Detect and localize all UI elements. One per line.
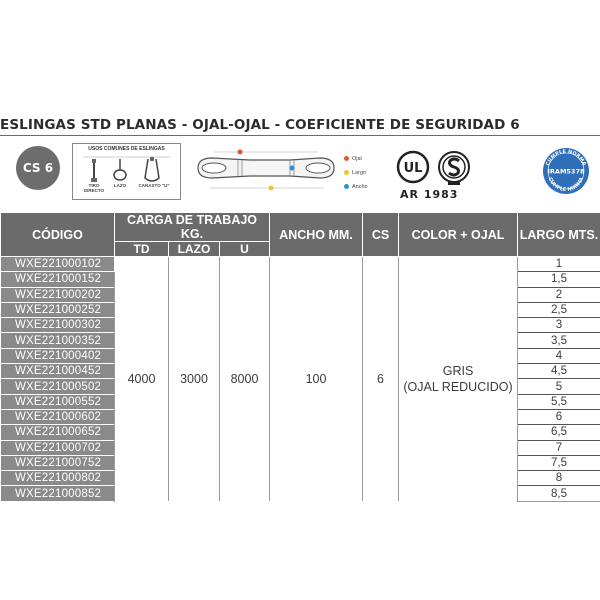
- legend-item-ojal: Ojal: [344, 152, 368, 166]
- product-code: WXE221000802: [1, 471, 115, 486]
- length-m: 2,5: [518, 302, 600, 317]
- common-uses-box: [72, 143, 181, 200]
- product-code: WXE221000252: [1, 302, 115, 317]
- product-code: WXE221000352: [1, 333, 115, 348]
- page-title: ESLINGAS STD PLANAS - OJAL-OJAL - COEFICIENTE DE SEGURIDAD 6: [0, 117, 520, 133]
- product-code: WXE221000452: [1, 364, 115, 379]
- legend-item-ancho: Ancho: [344, 180, 368, 194]
- product-code: WXE221000602: [1, 409, 115, 424]
- header-color: COLOR + OJAL: [399, 213, 518, 257]
- header-lazo: LAZO: [169, 242, 220, 257]
- svg-text:UL: UL: [403, 161, 423, 176]
- product-code: WXE221000702: [1, 440, 115, 455]
- product-code: WXE221000652: [1, 425, 115, 440]
- color-eye: [399, 257, 518, 502]
- product-code: WXE221000302: [1, 318, 115, 333]
- load-td: 4000: [115, 257, 169, 502]
- use-choke-label: LAZO: [113, 183, 127, 188]
- red-dot-icon: [344, 156, 349, 161]
- safety-coefficient: 6: [363, 257, 399, 502]
- length-m: 4,5: [518, 364, 600, 379]
- length-m: 2: [518, 287, 600, 302]
- header-largo: LARGO MTS.: [518, 213, 600, 257]
- header-td: TD: [115, 242, 169, 257]
- product-code: WXE221000752: [1, 455, 115, 470]
- product-code: WXE221000502: [1, 379, 115, 394]
- safety-coefficient-badge: CS 6: [16, 146, 60, 190]
- width-mm: 100: [270, 257, 363, 502]
- length-m: 7: [518, 440, 600, 455]
- yellow-dot-icon: [344, 170, 349, 175]
- product-code: WXE221000152: [1, 272, 115, 287]
- length-m: 3,5: [518, 333, 600, 348]
- product-code: WXE221000402: [1, 348, 115, 363]
- length-m: 8,5: [518, 486, 600, 501]
- use-direct-label: TIRO DIRECTO: [83, 183, 105, 193]
- title-divider: [0, 135, 600, 136]
- length-m: 5: [518, 379, 600, 394]
- header-u: U: [220, 242, 270, 257]
- table-row: [1, 257, 600, 272]
- load-lazo: 3000: [169, 257, 220, 502]
- product-code: WXE221000102: [1, 257, 115, 272]
- use-basket-label: CANASTO "U": [138, 183, 170, 188]
- color-line2: (OJAL REDUCIDO): [403, 380, 513, 395]
- svg-text:CUMPLE NORMA: CUMPLE NORMA: [544, 148, 588, 167]
- load-u: 8000: [220, 257, 270, 502]
- legend-item-largo: Largo: [344, 166, 368, 180]
- svg-text:IRAM5378: IRAM5378: [547, 167, 585, 176]
- svg-text:CUMPLE NORMA: CUMPLE NORMA: [546, 176, 586, 194]
- product-table: [0, 212, 600, 502]
- length-m: 1,5: [518, 272, 600, 287]
- product-code: WXE221000552: [1, 394, 115, 409]
- header-codigo: CÓDIGO: [1, 213, 115, 257]
- table-body: [1, 257, 600, 502]
- color-line1: GRIS: [442, 364, 474, 379]
- s-mark-logo: [437, 149, 471, 189]
- length-m: 6,5: [518, 425, 600, 440]
- ul-certification-logo: [396, 150, 430, 184]
- common-uses-title: USOS COMUNES DE ESLINGAS: [88, 146, 165, 152]
- blue-dot-icon: [344, 184, 349, 189]
- length-m: 6: [518, 409, 600, 424]
- iram-norm-seal: [541, 146, 591, 196]
- header-carga: CARGA DE TRABAJO KG.: [115, 213, 270, 242]
- length-m: 8: [518, 471, 600, 486]
- product-code: WXE221000852: [1, 486, 115, 501]
- header-cs: CS: [363, 213, 399, 257]
- length-m: 5,5: [518, 394, 600, 409]
- header-ancho: ANCHO MM.: [270, 213, 363, 257]
- sling-diagram-icon: [190, 146, 340, 196]
- length-m: 1: [518, 257, 600, 272]
- diagram-legend: [344, 152, 368, 194]
- ar-certification-text: AR 1983: [400, 188, 459, 201]
- length-m: 3: [518, 318, 600, 333]
- length-m: 7,5: [518, 455, 600, 470]
- product-code: WXE221000202: [1, 287, 115, 302]
- length-m: 4: [518, 348, 600, 363]
